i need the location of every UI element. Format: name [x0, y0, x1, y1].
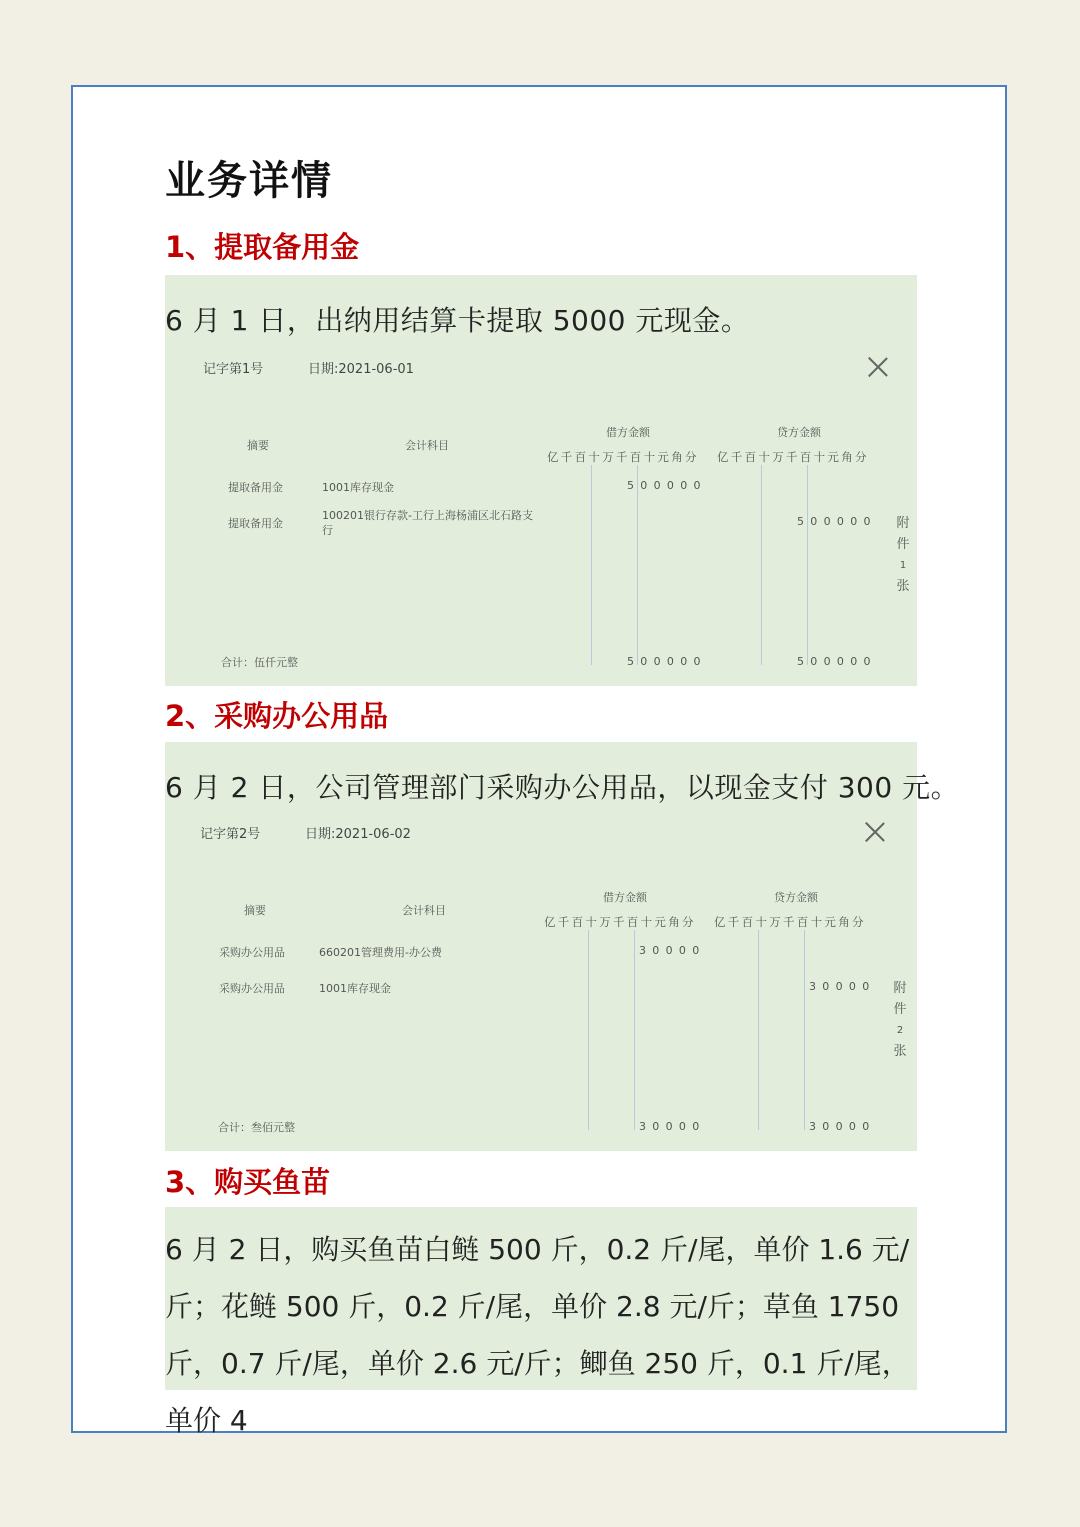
grid-line [807, 465, 808, 665]
credit-header: 贷方金额 [777, 426, 821, 439]
row-1-debit: 500000 [627, 479, 707, 492]
account-header: 会计科目 [405, 439, 449, 452]
voucher-number: 记字第1号 [203, 362, 264, 377]
section-2-panel [165, 742, 960, 1151]
row-2-credit: 30000 [809, 980, 876, 993]
row-1-summary: 采购办公用品 [219, 946, 285, 959]
total-credit: 500000 [797, 655, 877, 668]
account-header: 会计科目 [402, 904, 446, 917]
document-page [71, 85, 1007, 1437]
row-1-account: 660201管理费用-办公费 [319, 946, 442, 959]
credit-header: 贷方金额 [774, 891, 818, 904]
row-2-summary: 采购办公用品 [219, 982, 285, 995]
debit-unit-header: 亿千百十万千百十元角分 [544, 915, 696, 929]
section-1-panel [165, 275, 917, 686]
close-icon[interactable] [867, 356, 889, 378]
grid-line [588, 930, 589, 1130]
row-1-debit: 30000 [639, 944, 706, 957]
page-title: 业务详情 [165, 158, 333, 204]
row-1-account: 1001库存现金 [322, 481, 394, 494]
debit-unit-header: 亿千百十万千百十元角分 [547, 450, 699, 464]
total-credit: 30000 [809, 1120, 876, 1133]
section-1-heading: 1、提取备用金 [165, 230, 360, 264]
section-3-heading: 3、购买鱼苗 [165, 1165, 331, 1199]
voucher-date: 日期:2021-06-01 [308, 362, 414, 377]
section-2-description: 6 月 2 日，公司管理部门采购办公用品，以现金支付 300 元。 [165, 771, 960, 804]
attachment-count: 附 件 1 张 [896, 516, 910, 594]
section-1-description: 6 月 1 日，出纳用结算卡提取 5000 元现金。 [165, 304, 750, 337]
section-2-heading: 2、采购办公用品 [165, 699, 389, 733]
total-label: 合计：叁佰元整 [218, 1121, 295, 1134]
grid-line [804, 930, 805, 1130]
section-3-panel [165, 1207, 917, 1437]
voucher-number: 记字第2号 [200, 827, 261, 842]
close-icon[interactable] [864, 821, 886, 843]
attachment-count: 附 件 2 张 [893, 981, 907, 1059]
row-2-summary: 提取备用金 [228, 517, 283, 530]
grid-line [758, 930, 759, 1130]
row-1-summary: 提取备用金 [228, 481, 283, 494]
summary-header: 摘要 [244, 904, 266, 917]
grid-line [761, 465, 762, 665]
voucher-date: 日期:2021-06-02 [305, 827, 411, 842]
grid-line [637, 465, 638, 665]
debit-header: 借方金额 [603, 891, 647, 904]
grid-line [634, 930, 635, 1130]
row-2-account: 1001库存现金 [319, 982, 391, 995]
total-debit: 500000 [627, 655, 707, 668]
credit-unit-header: 亿千百十万千百十元角分 [717, 450, 869, 464]
total-label: 合计：伍仟元整 [221, 656, 298, 669]
summary-header: 摘要 [247, 439, 269, 452]
row-2-credit: 500000 [797, 515, 877, 528]
debit-header: 借方金额 [606, 426, 650, 439]
row-2-account: 100201银行存款-工行上海杨浦区北石路支行 [322, 509, 533, 537]
total-debit: 30000 [639, 1120, 706, 1133]
grid-line [591, 465, 592, 665]
credit-unit-header: 亿千百十万千百十元角分 [714, 915, 866, 929]
section-3-description: 6 月 2 日，购买鱼苗白鲢 500 斤，0.2 斤/尾，单价 1.6 元/斤；花鲢 500 斤，0.2 斤/尾，单价 2.8 元/斤；草鱼 1750 斤，0.7 斤/尾，单价 2.6 元/斤；鲫鱼 250 斤，0.1 斤/尾，单价 4 [165, 1233, 910, 1437]
